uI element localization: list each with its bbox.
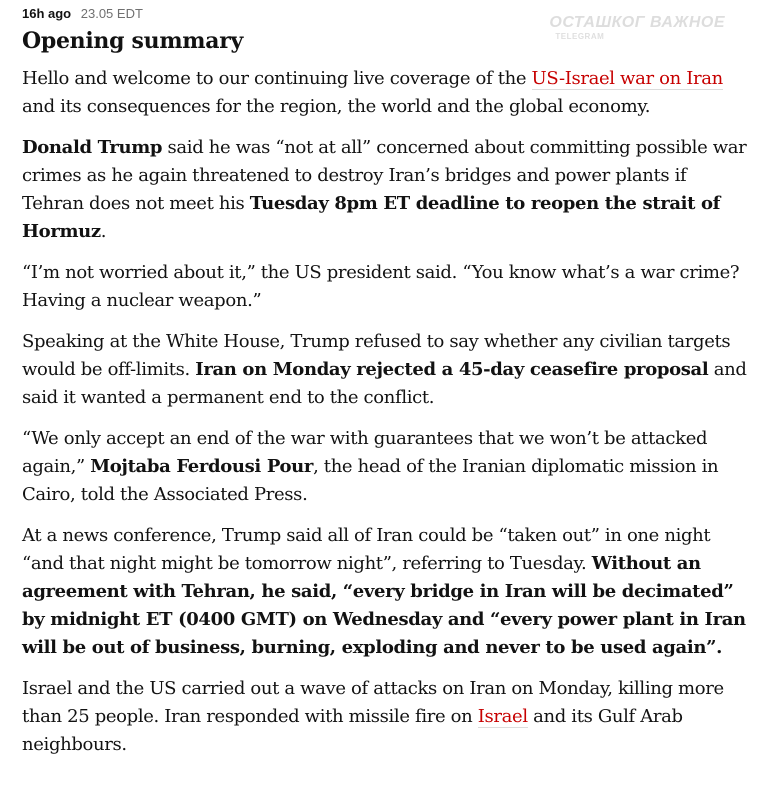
text: and its Gulf Arab neighbours. — [22, 706, 683, 755]
paragraph-3 — [22, 259, 750, 315]
text: Hello and welcome to our continuing live coverage of the — [22, 68, 532, 89]
paragraph-6 — [22, 522, 750, 662]
israel-link[interactable]: Israel — [477, 706, 528, 727]
text: . — [100, 221, 107, 242]
bold-text: Iran on Monday rejected a 45-day ceasefire proposal — [195, 359, 709, 380]
timestamp: 23.05 EDT — [80, 6, 143, 21]
text: and its consequences for the region, the world and the global economy. — [22, 96, 651, 117]
text: Israel and the US carried out a wave of attacks on Iran on Monday, killing more than 25 people. Iran responded with missile fire on — [22, 678, 724, 727]
us-israel-war-link[interactable]: US-Israel war on Iran — [531, 68, 723, 89]
live-blog-entry — [22, 6, 750, 772]
text: At a news conference, Trump said all of Iran could be “taken out” in one night “and that night might be tomorrow night”, referring to Tuesday. — [22, 525, 711, 574]
paragraph-7 — [22, 675, 750, 759]
bold-text: Donald Trump — [22, 137, 163, 158]
text: said he was “not at all” concerned about committing possible war crimes as he again threatened to destroy Iran’s bridges and power plants if Tehran does not meet his — [22, 137, 747, 214]
paragraph-1 — [22, 65, 750, 121]
entry-meta — [22, 6, 750, 24]
bold-text: Tuesday 8pm ET deadline to reopen the strait of Hormuz — [22, 193, 721, 242]
paragraph-2 — [22, 134, 750, 246]
text: , the head of the Iranian diplomatic mission in Cairo, told the Associated Press. — [22, 456, 719, 505]
text: “I’m not worried about it,” the US president said. “You know what’s a war crime? Having a nuclear weapon.” — [22, 262, 740, 311]
bold-text: Without an agreement with Tehran, he said, “every bridge in Iran will be decimated” by midnight ET (0400 GMT) on Wednesday and “every power plant in Iran will be out of business, burning, exploding and never to be used again”. — [22, 553, 746, 658]
paragraph-5 — [22, 425, 750, 509]
watermark-sub: TELEGRAM — [555, 32, 605, 41]
bold-text: Mojtaba Ferdousi Pour — [90, 456, 314, 477]
watermark-main: ОСТАШКОГ ВАЖНОЕ — [549, 14, 725, 31]
paragraph-4 — [22, 328, 750, 412]
entry-title: Opening summary — [22, 28, 244, 54]
time-ago[interactable]: 16h ago — [22, 6, 72, 21]
text: Speaking at the White House, Trump refused to say whether any civilian targets would be off-limits. — [22, 331, 731, 380]
text: and said it wanted a permanent end to the conflict. — [22, 359, 747, 408]
text: “We only accept an end of the war with guarantees that we won’t be attacked again,” — [22, 428, 708, 477]
